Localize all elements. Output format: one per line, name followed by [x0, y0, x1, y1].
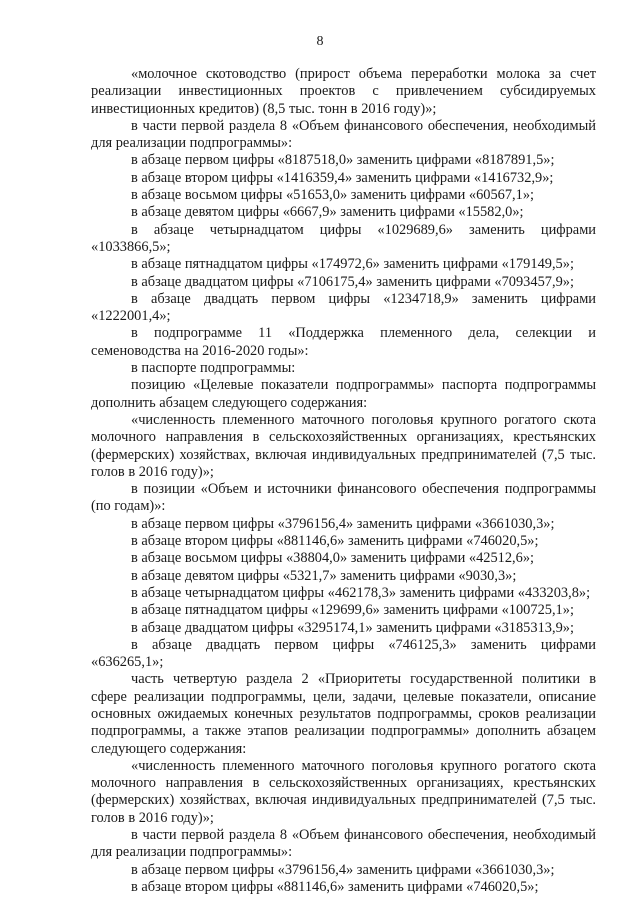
paragraph: «численность племенного маточного поголовья крупного рогатого скота молочного направления в сельскохозяйственных организациях, крестьянских (фермерских) хозяйствах, включая индивидуальных предпринимателей (7,5 тыс. голов в 2016 году)»; — [91, 757, 596, 826]
paragraph: в абзаце первом цифры «3796156,4» заменить цифрами «3661030,3»; — [131, 861, 555, 878]
paragraph: в абзаце восьмом цифры «38804,0» заменить цифрами «42512,6»; — [131, 550, 535, 567]
paragraph: в абзаце первом цифры «8187518,0» заменить цифрами «8187891,5»; — [131, 152, 555, 169]
paragraph: «численность племенного маточного поголовья крупного рогатого скота молочного направления в сельскохозяйственных организациях, крестьянских (фермерских) хозяйствах, включая индивидуальных предпринимателей (7,5 тыс. голов в 2016 году)»; — [91, 411, 596, 480]
paragraph: в абзаце четырнадцатом цифры «462178,3» заменить цифрами «433203,8»; — [131, 584, 591, 601]
page-number: 8 — [316, 34, 324, 49]
paragraph: в части первой раздела 8 «Объем финансового обеспечения, необходимый для реализации подпрограммы»: — [91, 827, 596, 861]
paragraph: в абзаце пятнадцатом цифры «129699,6» заменить цифрами «100725,1»; — [131, 602, 574, 619]
paragraph: в позиции «Объем и источники финансового обеспечения подпрограммы (по годам)»: — [91, 481, 596, 515]
paragraph: «молочное скотоводство (прирост объема переработки молока за счет реализации инвестиционных проектов с привлечением субсидируемых инвестиционных кредитов) (8,5 тыс. тонн в 2016 году)»; — [91, 66, 596, 117]
paragraph: в абзаце двадцатом цифры «7106175,4» заменить цифрами «7093457,9»; — [131, 273, 574, 290]
paragraph: в абзаце втором цифры «881146,6» заменить цифрами «746020,5»; — [131, 878, 539, 895]
paragraph: в абзаце двадцатом цифры «3295174,1» заменить цифрами «3185313,9»; — [131, 619, 574, 636]
paragraph: в абзаце первом цифры «3796156,4» заменить цифрами «3661030,3»; — [131, 515, 555, 532]
document-body — [91, 66, 596, 896]
paragraph: в подпрограмме 11 «Поддержка племенного дела, селекции и семеноводства на 2016-2020 годы»: — [91, 325, 596, 359]
paragraph: в паспорте подпрограммы: — [131, 360, 296, 377]
paragraph: в абзаце девятом цифры «5321,7» заменить цифрами «9030,3»; — [131, 567, 517, 584]
paragraph: часть четвертую раздела 2 «Приоритеты государственной политики в сфере реализации подпрограммы, цели, задачи, целевые показатели, описание основных ожидаемых конечных результатов подпрограммы, сроков реализации подпрограммы, а также этапов реализации подпрограммы» дополнить абзацем следующего содержания: — [91, 671, 596, 757]
paragraph: в абзаце девятом цифры «6667,9» заменить цифрами «15582,0»; — [131, 204, 524, 221]
paragraph: в абзаце восьмом цифры «51653,0» заменить цифрами «60567,1»; — [131, 187, 535, 204]
paragraph: в абзаце пятнадцатом цифры «174972,6» заменить цифрами «179149,5»; — [131, 256, 574, 273]
paragraph: в абзаце двадцать первом цифры «746125,3» заменить цифрами «636265,1»; — [91, 636, 596, 671]
paragraph: в абзаце четырнадцатом цифры «1029689,6» заменить цифрами «1033866,5»; — [91, 221, 596, 255]
paragraph: в абзаце втором цифры «1416359,4» заменить цифрами «1416732,9»; — [131, 169, 554, 186]
paragraph: в части первой раздела 8 «Объем финансового обеспечения, необходимый для реализации подпрограммы»: — [91, 117, 596, 152]
paragraph: в абзаце двадцать первом цифры «1234718,9» заменить цифрами «1222001,4»; — [91, 290, 596, 325]
paragraph: позицию «Целевые показатели подпрограммы» паспорта подпрограммы дополнить абзацем следующего содержания: — [91, 377, 596, 411]
paragraph: в абзаце втором цифры «881146,6» заменить цифрами «746020,5»; — [131, 533, 539, 550]
